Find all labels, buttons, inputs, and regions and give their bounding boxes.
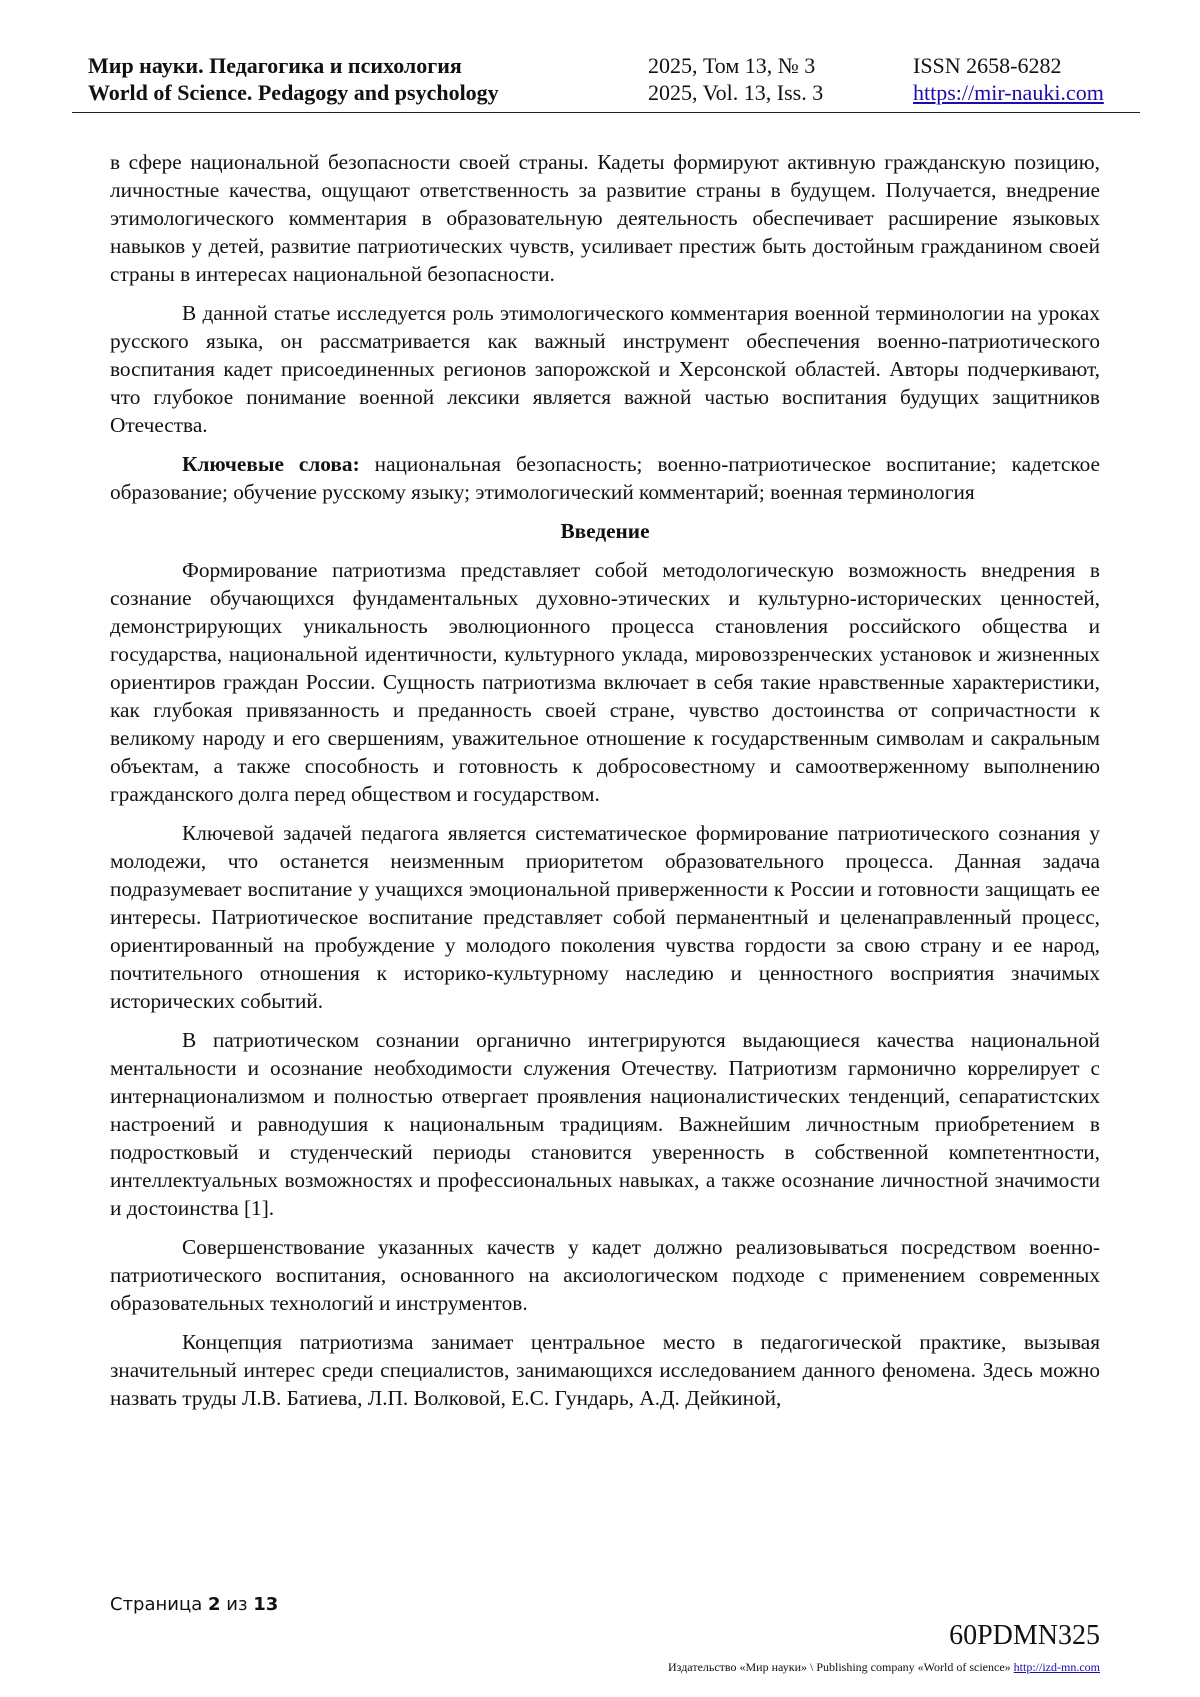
page-word: Страница [110, 1594, 203, 1615]
journal-title-en: World of Science. Pedagogy and psychology [88, 80, 499, 105]
keywords-label: Ключевые слова: [182, 452, 360, 476]
paragraph: в сфере национальной безопасности своей страны. Кадеты формируют активную гражданскую позицию, личностные качества, ощущают ответственность за развитие страны в будущем. Получается, внедрение этимологического комментария в образовательную деятельность обеспечивает расширение языковых навыков у детей, развитие патриотических чувств, усиливает престиж быть достойным гражданином своей страны в интересах национальной безопасности. [110, 150, 1100, 286]
section-title: Введение [560, 519, 650, 543]
keywords-paragraph [110, 450, 1100, 506]
paragraph: Совершенствование указанных качеств у кадет должно реализовываться посредством военно-патриотического воспитания, основанного на аксиологическом подходе с применением современных образовательных технологий и инструментов. [110, 1235, 1100, 1315]
journal-title-ru: Мир науки. Педагогика и психология [88, 53, 462, 78]
journal-id [913, 52, 1104, 106]
publisher-name: Издательство «Мир науки» \ Publishing company «World of science» [668, 1660, 1011, 1674]
paragraph: Формирование патриотизма представляет собой методологическую возможность внедрения в сознание обучающихся фундаментальных духовно-этических и культурно-исторических ценностей, демонстрирующих уникальность эволюционного процесса становления российского общества и государства, национальной идентичности, культурного уклада, мировоззренческих установок и жизненных ориентиров граждан России. Сущность патриотизма включает в себя такие нравственные характеристики, как глубокая привязанность и преданность своей стране, чувство достоинства от сопричастности к великому народу и его свершениям, уважительное отношение к государственным символам и сакральным объектам, а также способность и готовность к добросовестному и самоотверженному выполнению гражданского долга перед обществом и государством. [110, 558, 1100, 806]
journal-url-link[interactable]: https://mir-nauki.com [913, 80, 1104, 105]
issue-ru: 2025, Том 13, № 3 [648, 53, 816, 78]
keywords-list: национальная безопасность; военно-патриотическое воспитание; кадетское образование; обучение русскому языку; этимологический комментарий; военная терминология [110, 452, 1100, 504]
article-code: 60PDMN325 [949, 1620, 1100, 1651]
of-word: из [226, 1594, 248, 1615]
page-number [110, 1594, 278, 1615]
publisher-line [668, 1660, 1100, 1675]
current-page: 2 [208, 1594, 221, 1615]
paragraph: В патриотическом сознании органично интегрируются выдающиеся качества национальной ментальности и осознание необходимости служения Отечеству. Патриотизм гармонично коррелирует с интернационализмом и полностью отвергает проявления националистических тенденций, сепаратистских настроений и равнодушия к национальным традициям. Важнейшим личностным приобретением в подростковый и студенческий периоды становится уверенность в собственной компетентности, интеллектуальных возможностях и профессиональных навыках, а также осознание личностной значимости и достоинства [1]. [110, 1028, 1100, 1220]
issue-info [648, 52, 823, 106]
paragraph: В данной статье исследуется роль этимологического комментария военной терминологии на уроках русского языка, он рассматривается как важный инструмент обеспечения военно-патриотического воспитания кадет присоединенных регионов запорожской и Херсонской областей. Авторы подчеркивают, что глубокое понимание военной лексики является важной частью воспитания будущих защитников Отечества. [110, 301, 1100, 437]
issue-en: 2025, Vol. 13, Iss. 3 [648, 80, 824, 105]
paragraph: Концепция патриотизма занимает центральное место в педагогической практике, вызывая значительный интерес среди специалистов, занимающихся исследованием данного феномена. Здесь можно назвать труды Л.В. Батиева, Л.П. Волковой, Е.С. Гундарь, А.Д. Дейкиной, [110, 1330, 1100, 1410]
article-body [110, 148, 1100, 1423]
journal-title [88, 52, 499, 106]
page-header [72, 52, 1140, 113]
paragraph: Ключевой задачей педагога является систематическое формирование патриотического сознания у молодежи, что останется неизменным приоритетом образовательного процесса. Данная задача подразумевает воспитание у учащихся эмоциональной приверженности к России и готовности защищать ее интересы. Патриотическое воспитание представляет собой перманентный и целенаправленный процесс, ориентированный на пробуждение у молодого поколения чувства гордости за свою страну и ее народ, почтительного отношения к историко-культурному наследию и ценностного восприятия значимых исторических событий. [110, 821, 1100, 1013]
publisher-url-link[interactable]: http://izd-mn.com [1013, 1660, 1100, 1674]
total-pages: 13 [253, 1594, 279, 1615]
issn: ISSN 2658-6282 [913, 53, 1062, 78]
